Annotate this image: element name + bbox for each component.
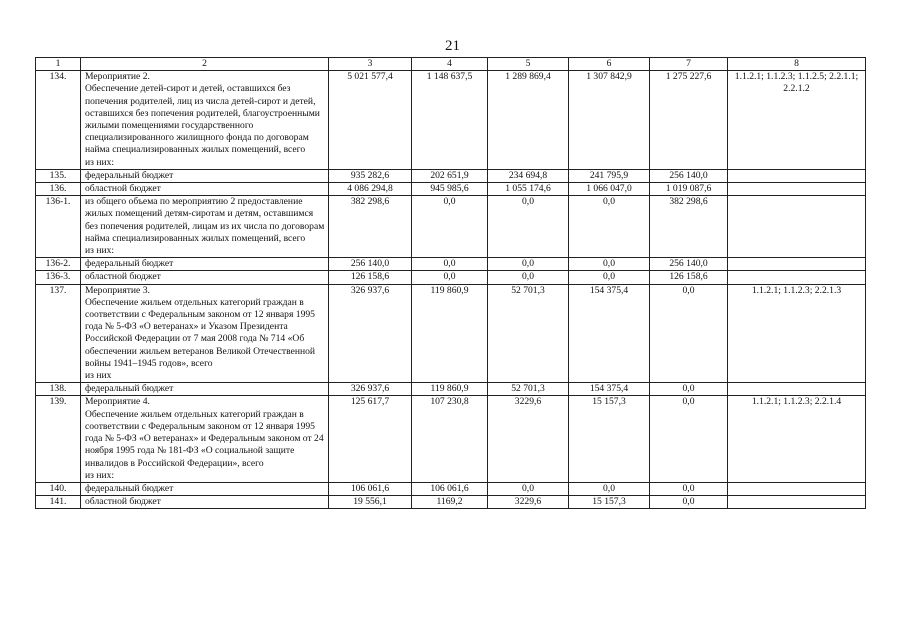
table-row: [36, 496, 866, 509]
cell-col5: 3229,6: [488, 396, 569, 482]
row-number: 136.: [36, 183, 81, 196]
row-description: областной бюджет: [85, 183, 161, 195]
cell-col5: 0,0: [488, 196, 569, 258]
cell-col4: 1169,2: [412, 496, 488, 509]
cell-col8: [728, 383, 866, 396]
cell-col8: [728, 271, 866, 284]
cell-col7: 1 019 087,6: [650, 183, 728, 196]
column-header: 2: [81, 58, 329, 71]
row-number: 136-3.: [36, 271, 81, 284]
table-row: [36, 396, 866, 482]
cell-col8: 1.1.2.1; 1.1.2.3; 2.2.1.4: [728, 396, 866, 482]
cell-col8: [728, 196, 866, 258]
table-row: [36, 258, 866, 271]
row-description: Мероприятие 3. Обеспечение жильем отдельных категорий граждан в соответствии с Федеральным законом от 12 января 1995 года № 5-ФЗ «О ветеранах» и Указом Президента Российской Федерации от 7 мая 2008 года № 714 «Об обеспечении жильем ветеранов Великой Отечественной войны 1941–1945 годов», всего из них: [85, 284, 316, 382]
cell-col6: 1 307 842,9: [569, 71, 650, 170]
cell-col8: [728, 496, 866, 509]
cell-col5: 0,0: [488, 482, 569, 495]
row-number: 137.: [36, 284, 81, 383]
row-description: федеральный бюджет: [85, 169, 174, 181]
cell-col7: 1 275 227,6: [650, 71, 728, 170]
cell-col8: 1.1.2.1; 1.1.2.3; 1.1.2.5; 2.2.1.1; 2.2.1.2: [728, 71, 866, 170]
table-row: [36, 71, 866, 170]
table-row: [36, 183, 866, 196]
cell-col6: 1 066 047,0: [569, 183, 650, 196]
cell-col3: 382 298,6: [329, 196, 412, 258]
table-row: [36, 271, 866, 284]
cell-col8: [728, 183, 866, 196]
cell-col5: 1 289 869,4: [488, 71, 569, 170]
row-description: федеральный бюджет: [85, 258, 174, 270]
column-header: 7: [650, 58, 728, 71]
column-header: 8: [728, 58, 866, 71]
cell-col5: 1 055 174,6: [488, 183, 569, 196]
cell-col4: 0,0: [412, 271, 488, 284]
row-number: 139.: [36, 396, 81, 482]
cell-col4: 119 860,9: [412, 383, 488, 396]
table-row: [36, 482, 866, 495]
column-header: 5: [488, 58, 569, 71]
row-description: Мероприятие 2. Обеспечение детей-сирот и детей, оставшихся без попечения родителей, лиц из числа детей-сирот и детей, оставшихся без попечения родителей, благоустроенными жилыми помещениями государственного специализированного жилищного фонда по договорам найма специализированных жилых помещений, всего из них:: [85, 71, 320, 168]
row-number: 135.: [36, 169, 81, 182]
cell-col5: 0,0: [488, 271, 569, 284]
cell-col3: 326 937,6: [329, 383, 412, 396]
cell-col7: 382 298,6: [650, 196, 728, 258]
table-row: [36, 169, 866, 182]
cell-col6: 15 157,3: [569, 396, 650, 482]
header-row: [36, 58, 866, 71]
row-description: областной бюджет: [85, 271, 161, 283]
row-description: федеральный бюджет: [85, 482, 174, 494]
cell-col7: 0,0: [650, 284, 728, 383]
cell-col7: 0,0: [650, 496, 728, 509]
cell-col6: 0,0: [569, 271, 650, 284]
cell-col3: 19 556,1: [329, 496, 412, 509]
cell-col4: 106 061,6: [412, 482, 488, 495]
cell-col7: 0,0: [650, 396, 728, 482]
row-description: Мероприятие 4. Обеспечение жильем отдельных категорий граждан в соответствии с Федеральным законом от 12 января 1995 года № 5-ФЗ «О ветеранах» и Федеральным законом от 24 ноября 1995 года № 181-ФЗ «О социальной защите инвалидов в Российской Федерации», всего из них:: [85, 396, 324, 481]
table-row: [36, 383, 866, 396]
row-number: 138.: [36, 383, 81, 396]
cell-col4: 945 985,6: [412, 183, 488, 196]
cell-col3: 935 282,6: [329, 169, 412, 182]
cell-col8: [728, 258, 866, 271]
cell-col4: 107 230,8: [412, 396, 488, 482]
cell-col7: 256 140,0: [650, 169, 728, 182]
cell-col6: 241 795,9: [569, 169, 650, 182]
cell-col3: 326 937,6: [329, 284, 412, 383]
column-header: 6: [569, 58, 650, 71]
row-description: областной бюджет: [85, 496, 161, 508]
cell-col7: 126 158,6: [650, 271, 728, 284]
table-row: [36, 284, 866, 383]
cell-col3: 106 061,6: [329, 482, 412, 495]
cell-col3: 125 617,7: [329, 396, 412, 482]
cell-col6: 0,0: [569, 196, 650, 258]
row-description: из общего объема по мероприятию 2 предоставление жилых помещений детям-сиротам и детям, оставшимся без попечения родителей, лицам из их числа по договорам найма специализированных жилых помещений, всего из них:: [85, 196, 325, 257]
cell-col8: 1.1.2.1; 1.1.2.3; 2.2.1.3: [728, 284, 866, 383]
cell-col5: 3229,6: [488, 496, 569, 509]
row-number: 140.: [36, 482, 81, 495]
cell-col8: [728, 169, 866, 182]
cell-col7: 0,0: [650, 482, 728, 495]
row-number: 136-2.: [36, 258, 81, 271]
cell-col7: 0,0: [650, 383, 728, 396]
column-header: 1: [36, 58, 81, 71]
table-row: [36, 196, 866, 258]
row-number: 136-1.: [36, 196, 81, 258]
column-header: 4: [412, 58, 488, 71]
cell-col4: 202 651,9: [412, 169, 488, 182]
cell-col8: [728, 482, 866, 495]
cell-col5: 0,0: [488, 258, 569, 271]
cell-col6: 15 157,3: [569, 496, 650, 509]
cell-col7: 256 140,0: [650, 258, 728, 271]
cell-col5: 52 701,3: [488, 284, 569, 383]
cell-col4: 119 860,9: [412, 284, 488, 383]
page-number: 21: [445, 38, 460, 54]
row-number: 141.: [36, 496, 81, 509]
cell-col6: 0,0: [569, 258, 650, 271]
cell-col4: 0,0: [412, 258, 488, 271]
budget-table: [35, 57, 866, 509]
cell-col6: 0,0: [569, 482, 650, 495]
cell-col6: 154 375,4: [569, 383, 650, 396]
cell-col6: 154 375,4: [569, 284, 650, 383]
cell-col4: 0,0: [412, 196, 488, 258]
cell-col3: 4 086 294,8: [329, 183, 412, 196]
cell-col4: 1 148 637,5: [412, 71, 488, 170]
cell-col3: 5 021 577,4: [329, 71, 412, 170]
row-number: 134.: [36, 71, 81, 170]
row-description: федеральный бюджет: [85, 383, 174, 395]
cell-col5: 234 694,8: [488, 169, 569, 182]
cell-col3: 256 140,0: [329, 258, 412, 271]
cell-col3: 126 158,6: [329, 271, 412, 284]
cell-col5: 52 701,3: [488, 383, 569, 396]
column-header: 3: [329, 58, 412, 71]
